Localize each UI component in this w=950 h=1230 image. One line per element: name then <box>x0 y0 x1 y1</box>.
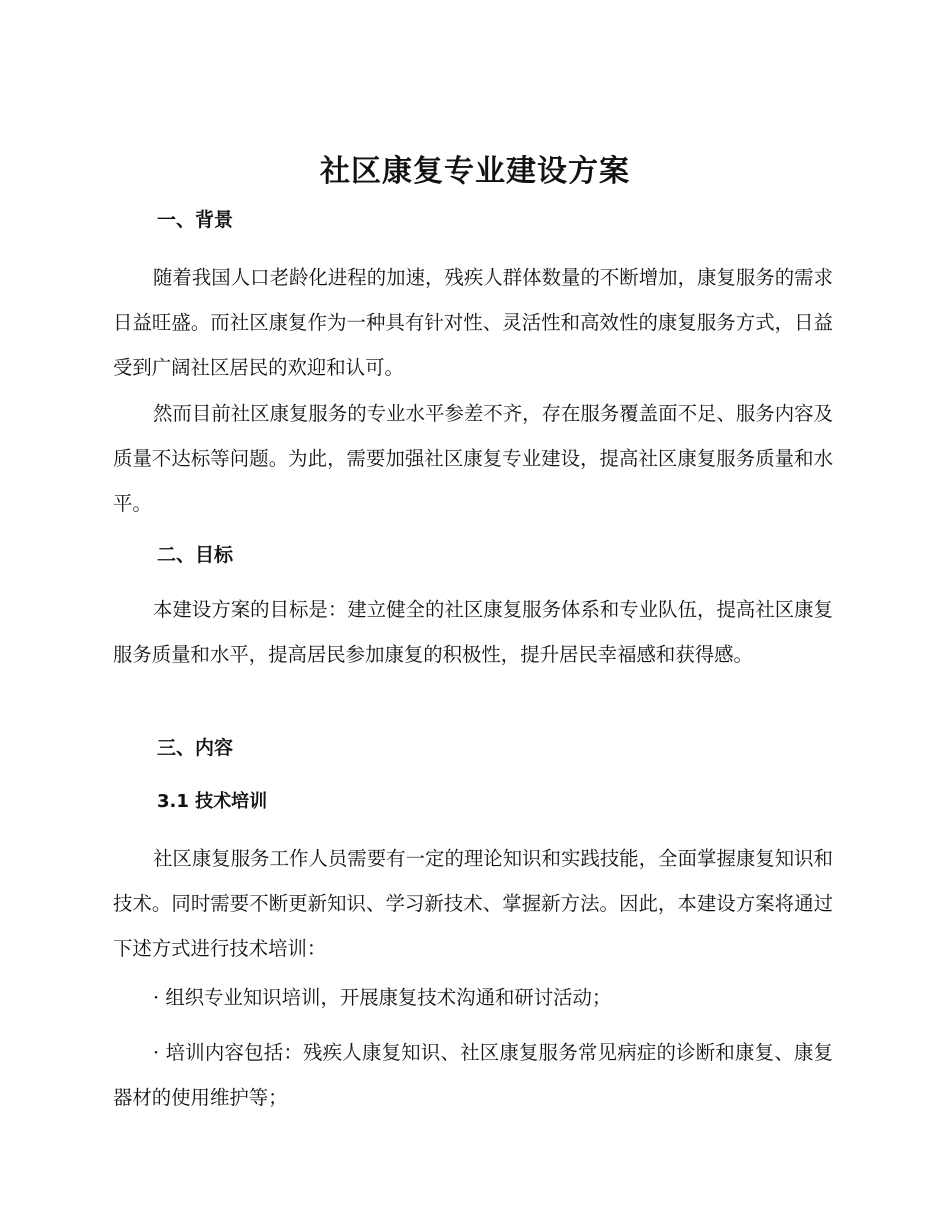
paragraph-background-1: 随着我国人口老龄化进程的加速，残疾人群体数量的不断增加，康复服务的需求日益旺盛。而社区康复作为一种具有针对性、灵活性和高效性的康复服务方式，日益受到广阔社区居民的欢迎和认可。 <box>113 266 833 379</box>
section-heading-background: 一、背景 <box>157 209 234 231</box>
paragraph-background-2: 然而目前社区康复服务的专业水平参差不齐，存在服务覆盖面不足、服务内容及质量不达标等问题。为此，需要加强社区康复专业建设，提高社区康复服务质量和水平。 <box>113 402 833 515</box>
subsection-heading-training: 3.1 技术培训 <box>157 791 268 812</box>
bullet-item-training-1: · 组织专业知识培训，开展康复技术沟通和研讨活动； <box>153 986 612 1009</box>
bullet-item-training-2: · 培训内容包括：残疾人康复知识、社区康复服务常见病症的诊断和康复、康复器材的使用维护等； <box>113 1041 833 1109</box>
paragraph-goal-1: 本建设方案的目标是：建立健全的社区康复服务体系和专业队伍，提高社区康复服务质量和水平，提高居民参加康复的积极性，提升居民幸福感和获得感。 <box>113 598 833 666</box>
paragraph-training-1: 社区康复服务工作人员需要有一定的理论知识和实践技能，全面掌握康复知识和技术。同时需要不断更新知识、学习新技术、掌握新方法。因此，本建设方案将通过下述方式进行技术培训： <box>113 847 833 960</box>
section-heading-goal: 二、目标 <box>157 544 234 566</box>
document-title: 社区康复专业建设方案 <box>320 154 630 189</box>
section-heading-content: 三、内容 <box>157 737 234 759</box>
